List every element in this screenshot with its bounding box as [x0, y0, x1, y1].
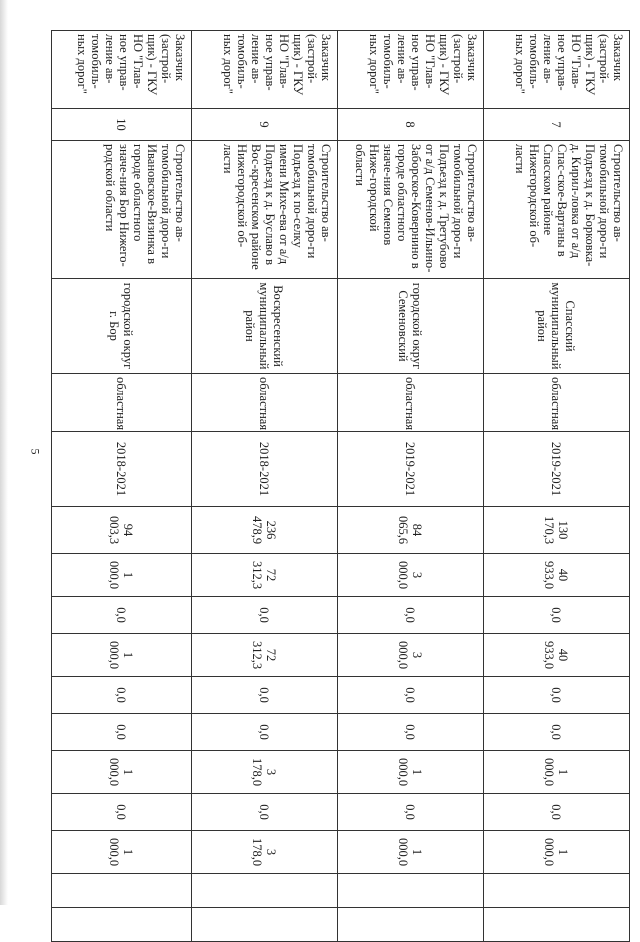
table-container	[52, 30, 630, 905]
value-cell: 40 933,0	[484, 554, 630, 597]
municipality-cell: городской округ г. Бор	[52, 279, 192, 374]
value-cell: 3 000,0	[338, 634, 484, 677]
budget-cell: областная	[484, 374, 630, 432]
customer-cell: Заказчик (застрой-щик) - ГКУ НО "Глав-ное управ-ление ав-томобиль-ных дорог"	[338, 31, 484, 109]
municipality-cell: Спасский муниципальный район	[484, 279, 630, 374]
value-cell: 94 003,3	[52, 507, 192, 554]
table-row	[338, 31, 484, 942]
empty-cell	[484, 874, 630, 908]
empty-cell	[52, 874, 192, 908]
period-cell: 2019-2021	[338, 432, 484, 507]
empty-cell	[484, 908, 630, 942]
value-cell: 3 178,0	[192, 831, 338, 874]
period-cell: 2018-2021	[192, 432, 338, 507]
value-cell: 72 312,3	[192, 634, 338, 677]
value-cell: 0,0	[338, 794, 484, 831]
value-cell: 1 000,0	[338, 751, 484, 794]
value-cell: 0,0	[52, 597, 192, 634]
value-cell: 0,0	[484, 597, 630, 634]
object-cell: Строительство ав-томобильной доро-ги Подъезд к д. Третубово от а/д Семенов-Ильино-Заборское-Ковернино в городе областного значе-ния Семенов Ниже-городской области	[338, 141, 484, 279]
value-cell: 0,0	[484, 714, 630, 751]
object-cell: Строительство ав-томобильной доро-ги Подъезд к д. Борковка-д. Кирил-ловка от а/д Спас-ское-Вартаны в Спасском районе Нижегородской об-ласти	[484, 141, 630, 279]
budget-cell: областная	[52, 374, 192, 432]
value-cell: 0,0	[52, 714, 192, 751]
empty-cell	[192, 908, 338, 942]
empty-cell	[338, 874, 484, 908]
municipality-cell: городской округ Семеновский	[338, 279, 484, 374]
table-row	[52, 31, 192, 942]
municipality-cell: Воскресенский муниципальный район	[192, 279, 338, 374]
value-cell: 40 933,0	[484, 634, 630, 677]
value-cell: 3 000,0	[338, 554, 484, 597]
table-row	[192, 31, 338, 942]
value-cell: 1 000,0	[484, 751, 630, 794]
value-cell: 130 170,3	[484, 507, 630, 554]
row-number-cell: 8	[338, 109, 484, 141]
period-cell: 2019-2021	[484, 432, 630, 507]
value-cell: 72 312,3	[192, 554, 338, 597]
value-cell: 0,0	[484, 677, 630, 714]
investment-objects-table	[51, 30, 630, 942]
value-cell: 0,0	[192, 597, 338, 634]
rotated-table-frame	[52, 30, 630, 905]
row-number-cell: 7	[484, 109, 630, 141]
value-cell: 0,0	[338, 677, 484, 714]
value-cell: 84 065,6	[338, 507, 484, 554]
value-cell: 236 478,9	[192, 507, 338, 554]
page-number: 5	[28, 448, 43, 455]
value-cell: 1 000,0	[338, 831, 484, 874]
value-cell: 3 178,0	[192, 751, 338, 794]
object-cell: Строительство ав-томобильной доро-ги Ивановское-Визинка в городе областного значе-ния Бор Нижего-родской области	[52, 141, 192, 279]
object-cell: Строительство ав-томобильной доро-ги Подъезд к по-селку имени Михе-ева от а/д Подъезд к д. Буславо в Вос-кресенском районе Нижегородской об-ласти	[192, 141, 338, 279]
value-cell: 1 000,0	[484, 831, 630, 874]
empty-cell	[192, 874, 338, 908]
budget-cell: областная	[338, 374, 484, 432]
empty-cell	[338, 908, 484, 942]
value-cell: 1 000,0	[52, 554, 192, 597]
empty-cell	[52, 908, 192, 942]
value-cell: 0,0	[192, 677, 338, 714]
scan-edge	[0, 0, 8, 905]
value-cell: 0,0	[338, 597, 484, 634]
customer-cell: Заказчик (застрой-щик) - ГКУ НО "Глав-ное управ-ление ав-томобиль-ных дорог"	[192, 31, 338, 109]
value-cell: 1 000,0	[52, 751, 192, 794]
table-row	[484, 31, 630, 942]
value-cell: 0,0	[338, 714, 484, 751]
value-cell: 0,0	[192, 714, 338, 751]
customer-cell: Заказчик (застрой-щик) - ГКУ НО "Глав-ное управ-ление ав-томобиль-ных дорог"	[52, 31, 192, 109]
budget-cell: областная	[192, 374, 338, 432]
value-cell: 0,0	[484, 794, 630, 831]
value-cell: 1 000,0	[52, 831, 192, 874]
value-cell: 0,0	[192, 794, 338, 831]
row-number-cell: 9	[192, 109, 338, 141]
row-number-cell: 10	[52, 109, 192, 141]
customer-cell: Заказчик (застрой-щик) - ГКУ НО "Глав-ное управ-ление ав-томобиль-ных дорог"	[484, 31, 630, 109]
value-cell: 0,0	[52, 794, 192, 831]
period-cell: 2018-2021	[52, 432, 192, 507]
value-cell: 1 000,0	[52, 634, 192, 677]
value-cell: 0,0	[52, 677, 192, 714]
